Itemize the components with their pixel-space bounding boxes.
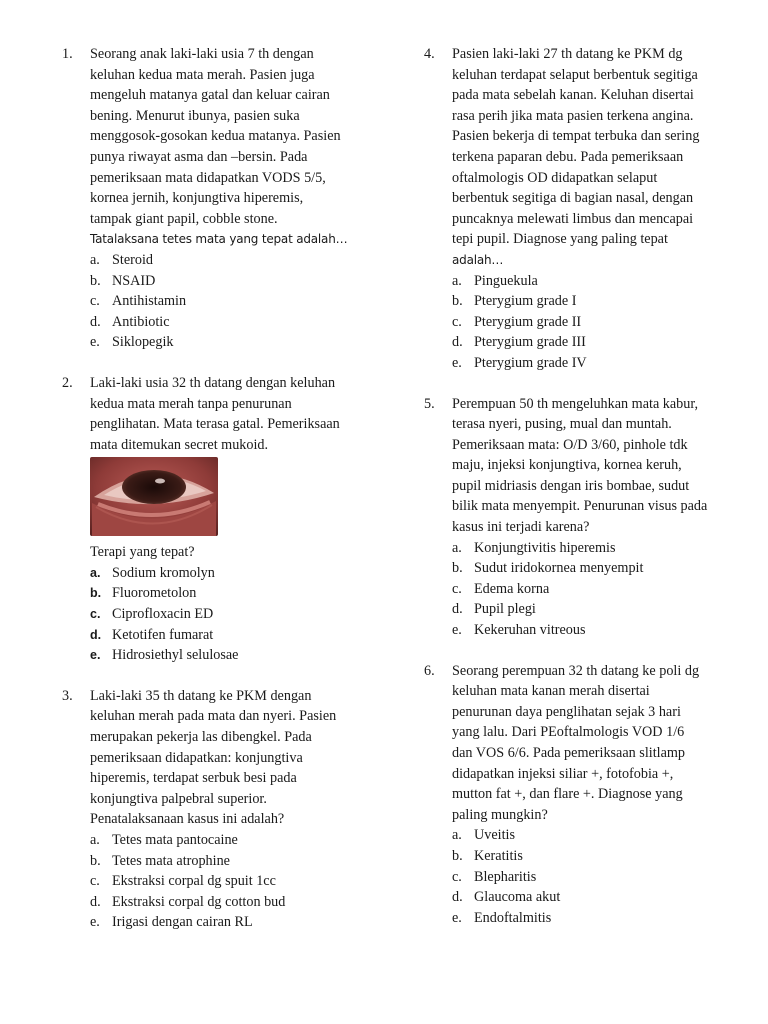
question-stem xyxy=(452,661,730,826)
option-letter: a. xyxy=(90,832,100,848)
option-e xyxy=(452,620,730,641)
option-letter: d. xyxy=(90,893,101,910)
option-text: Irigasi dengan cairan RL xyxy=(112,914,253,931)
stem-line: paling mungkin? xyxy=(452,806,548,823)
option-text: Antibiotic xyxy=(112,313,170,330)
stem-line: didapatkan injeksi siliar +, fotofobia +, xyxy=(452,765,674,782)
option-b xyxy=(90,851,382,872)
option-letter: e. xyxy=(452,909,462,926)
option-letter: e. xyxy=(452,354,462,371)
option-letter: c. xyxy=(90,293,100,310)
option-b xyxy=(452,291,730,312)
question-5 xyxy=(424,394,730,641)
question-prompt: Terapi yang tepat? xyxy=(90,544,195,561)
eye-photo xyxy=(90,457,218,536)
option-a xyxy=(452,825,730,846)
option-b xyxy=(90,271,382,292)
option-text: Pterygium grade III xyxy=(474,334,586,351)
stem-line: Pasien bekerja di tempat terbuka dan sering xyxy=(452,128,700,145)
option-e xyxy=(90,332,382,353)
question-stem xyxy=(452,394,730,538)
option-letter: d. xyxy=(90,313,101,330)
option-text: Ketotifen fumarat xyxy=(112,626,214,643)
option-letter: a. xyxy=(452,827,462,844)
option-letter: e. xyxy=(90,334,100,351)
option-text: Steroid xyxy=(112,251,153,268)
option-text: Pterygium grade I xyxy=(474,293,577,310)
option-letter: b. xyxy=(452,293,463,310)
stem-line: oftalmologis OD didapatkan selaput xyxy=(452,169,658,186)
question-stem xyxy=(452,44,730,250)
option-letter: b. xyxy=(90,272,101,289)
stem-line: berbentuk segitiga di bagian nasal, dengan xyxy=(452,190,694,207)
option-d xyxy=(452,332,730,353)
stem-line: Laki-laki usia 32 th datang dengan keluhan xyxy=(90,374,336,391)
option-b xyxy=(452,558,730,579)
option-text: Tetes mata atrophine xyxy=(112,852,230,869)
option-letter: d. xyxy=(452,601,463,618)
question-3 xyxy=(62,686,382,933)
question-stem xyxy=(90,44,382,229)
option-letter: a. xyxy=(90,251,100,268)
answer-options xyxy=(452,271,730,374)
option-text: Endoftalmitis xyxy=(474,909,552,926)
stem-line: bening. Menurut ibunya, pasien suka xyxy=(90,107,300,124)
option-text: Uveitis xyxy=(474,827,515,844)
question-number: 6. xyxy=(424,662,435,679)
option-letter: d. xyxy=(452,334,463,351)
stem-line: pupil midriasis dengan iris bombae, sudut xyxy=(452,477,690,494)
question-number: 1. xyxy=(62,46,73,62)
stem-line: yang lalu. Dari PEoftalmologis VOD 1/6 xyxy=(452,724,685,741)
stem-line: kasus ini terjadi karena? xyxy=(452,519,590,536)
option-text: NSAID xyxy=(112,272,156,289)
stem-line: keluhan merah pada mata dan nyeri. Pasien xyxy=(90,708,337,725)
stem-line: keluhan terdapat selaput berbentuk segitiga xyxy=(452,66,698,83)
option-text: Tetes mata pantocaine xyxy=(112,832,238,848)
question-lead: adalah… xyxy=(452,252,504,267)
option-a xyxy=(452,271,730,292)
option-text: Ciprofloxacin ED xyxy=(112,606,214,623)
question-lead: Tatalaksana tetes mata yang tepat adalah… xyxy=(90,232,348,247)
option-text: Pterygium grade IV xyxy=(474,354,587,371)
stem-line: Laki-laki 35 th datang ke PKM dengan xyxy=(90,687,312,704)
option-letter: c. xyxy=(90,873,100,890)
stem-line: terasa nyeri, pusing, mual dan muntah. xyxy=(452,416,672,433)
stem-line: terkena paparan debu. Pada pemeriksaan xyxy=(452,148,684,165)
stem-line: keluhan mata kanan merah disertai xyxy=(452,683,650,700)
stem-line: bilik mata menyempit. Penurunan visus pada xyxy=(452,498,708,515)
option-a xyxy=(452,538,730,559)
option-text: Kekeruhan vitreous xyxy=(474,622,586,639)
option-a xyxy=(90,250,382,271)
option-text: Fluorometolon xyxy=(112,585,197,602)
option-letter: c. xyxy=(452,313,462,330)
stem-line: kornea jernih, konjungtiva hiperemis, xyxy=(90,190,304,207)
option-d xyxy=(90,892,382,913)
question-number: 5. xyxy=(424,395,435,412)
option-letter: a. xyxy=(452,539,462,556)
option-text: Konjungtivitis hiperemis xyxy=(474,539,616,556)
stem-line: kedua mata merah tanpa penurunan xyxy=(90,395,292,412)
stem-line: penglihatan. Mata terasa gatal. Pemeriksaan xyxy=(90,416,340,433)
option-e xyxy=(452,353,730,374)
option-d xyxy=(452,599,730,620)
answer-options xyxy=(90,830,382,933)
question-number: 3. xyxy=(62,687,73,704)
option-b xyxy=(452,846,730,867)
stem-line: pada mata sebelah kanan. Keluhan disertai xyxy=(452,87,694,104)
option-text: Antihistamin xyxy=(112,293,187,310)
stem-line: tepi pupil. Diagnose yang paling tepat xyxy=(452,231,668,248)
right-column xyxy=(424,44,730,928)
stem-line: konjungtiva palpebral superior. xyxy=(90,790,267,807)
option-c xyxy=(452,867,730,888)
option-c xyxy=(90,291,382,312)
option-letter: a. xyxy=(452,272,462,289)
stem-line: mutton fat +, dan flare +. Diagnose yang xyxy=(452,786,683,803)
option-letter: c. xyxy=(452,868,462,885)
option-d xyxy=(90,625,382,646)
stem-line: penurunan daya penglihatan sejak 3 hari xyxy=(452,703,681,720)
option-letter: c. xyxy=(90,607,101,622)
question-2 xyxy=(62,373,382,666)
option-e xyxy=(90,912,382,933)
option-text: Sudut iridokornea menyempit xyxy=(474,560,644,577)
stem-line: Pasien laki-laki 27 th datang ke PKM dg xyxy=(452,46,683,62)
stem-line: rasa perih jika mata pasien terkena angina. xyxy=(452,107,694,124)
stem-line: mengeluh matanya gatal dan keluar cairan xyxy=(90,87,330,104)
option-letter: e. xyxy=(452,622,462,639)
stem-line: Seorang perempuan 32 th datang ke poli dg xyxy=(452,662,700,679)
stem-line: puncaknya melewati limbus dan mencapai xyxy=(452,210,694,227)
stem-line: pemeriksaan mata didapatkan VODS 5/5, xyxy=(90,169,326,186)
option-c xyxy=(452,312,730,333)
option-a xyxy=(90,563,382,584)
option-b xyxy=(90,583,382,604)
option-c xyxy=(452,579,730,600)
option-text: Edema korna xyxy=(474,580,550,597)
option-text: Ekstraksi corpal dg spuit 1cc xyxy=(112,873,276,890)
option-c xyxy=(90,604,382,625)
option-e xyxy=(452,908,730,929)
stem-line: hiperemis, terdapat serbuk besi pada xyxy=(90,770,297,787)
option-text: Pupil plegi xyxy=(474,601,536,618)
option-c xyxy=(90,871,382,892)
option-text: Hidrosiethyl selulosae xyxy=(112,647,239,664)
stem-line: punya riwayat asma dan –bersin. Pada xyxy=(90,148,308,165)
question-1 xyxy=(62,44,382,353)
question-number: 2. xyxy=(62,374,73,391)
stem-line: merupakan pekerja las dibengkel. Pada xyxy=(90,729,312,746)
stem-line: Pemeriksaan mata: O/D 3/60, pinhole tdk xyxy=(452,436,688,453)
option-a xyxy=(90,830,382,851)
option-text: Ekstraksi corpal dg cotton bud xyxy=(112,893,286,910)
stem-line: Perempuan 50 th mengeluhkan mata kabur, xyxy=(452,395,699,412)
option-letter: d. xyxy=(90,627,102,642)
option-d xyxy=(452,887,730,908)
option-letter: b. xyxy=(452,847,463,864)
option-letter: d. xyxy=(452,889,463,906)
stem-line: dan VOS 6/6. Pada pemeriksaan slitlamp xyxy=(452,745,686,761)
option-text: Pterygium grade II xyxy=(474,313,582,330)
stem-line: maju, injeksi konjungtiva, kornea keruh, xyxy=(452,457,682,474)
option-text: Pinguekula xyxy=(474,272,538,289)
option-text: Siklopegik xyxy=(112,334,174,351)
option-letter: b. xyxy=(452,560,463,577)
option-text: Glaucoma akut xyxy=(474,889,561,906)
option-text: Blepharitis xyxy=(474,868,537,885)
stem-line: Seorang anak laki-laki usia 7 th dengan xyxy=(90,46,314,62)
option-d xyxy=(90,312,382,333)
question-stem xyxy=(90,686,382,830)
stem-line: Penatalaksanaan kasus ini adalah? xyxy=(90,811,285,828)
option-letter: b. xyxy=(90,852,101,869)
left-column xyxy=(62,44,382,933)
stem-line: tampak giant papil, cobble stone. xyxy=(90,210,278,227)
option-text: Keratitis xyxy=(474,847,523,864)
option-letter: c. xyxy=(452,580,462,597)
question-stem xyxy=(90,373,382,455)
question-4 xyxy=(424,44,730,374)
stem-line: mata ditemukan secret mukoid. xyxy=(90,436,269,453)
option-e xyxy=(90,645,382,666)
option-letter: e. xyxy=(90,914,100,931)
option-letter: e. xyxy=(90,648,101,663)
stem-line: keluhan kedua mata merah. Pasien juga xyxy=(90,66,315,83)
answer-options xyxy=(452,825,730,928)
answer-options xyxy=(452,538,730,641)
stem-line: pemeriksaan didapatkan: konjungtiva xyxy=(90,749,303,766)
answer-options xyxy=(90,563,382,666)
answer-options xyxy=(90,250,382,353)
question-6 xyxy=(424,661,730,929)
option-letter: b. xyxy=(90,586,102,601)
question-number: 4. xyxy=(424,46,435,62)
option-text: Sodium kromolyn xyxy=(112,564,215,581)
stem-line: menggosok-gosokan kedua matanya. Pasien xyxy=(90,128,341,145)
option-letter: a. xyxy=(90,565,101,580)
